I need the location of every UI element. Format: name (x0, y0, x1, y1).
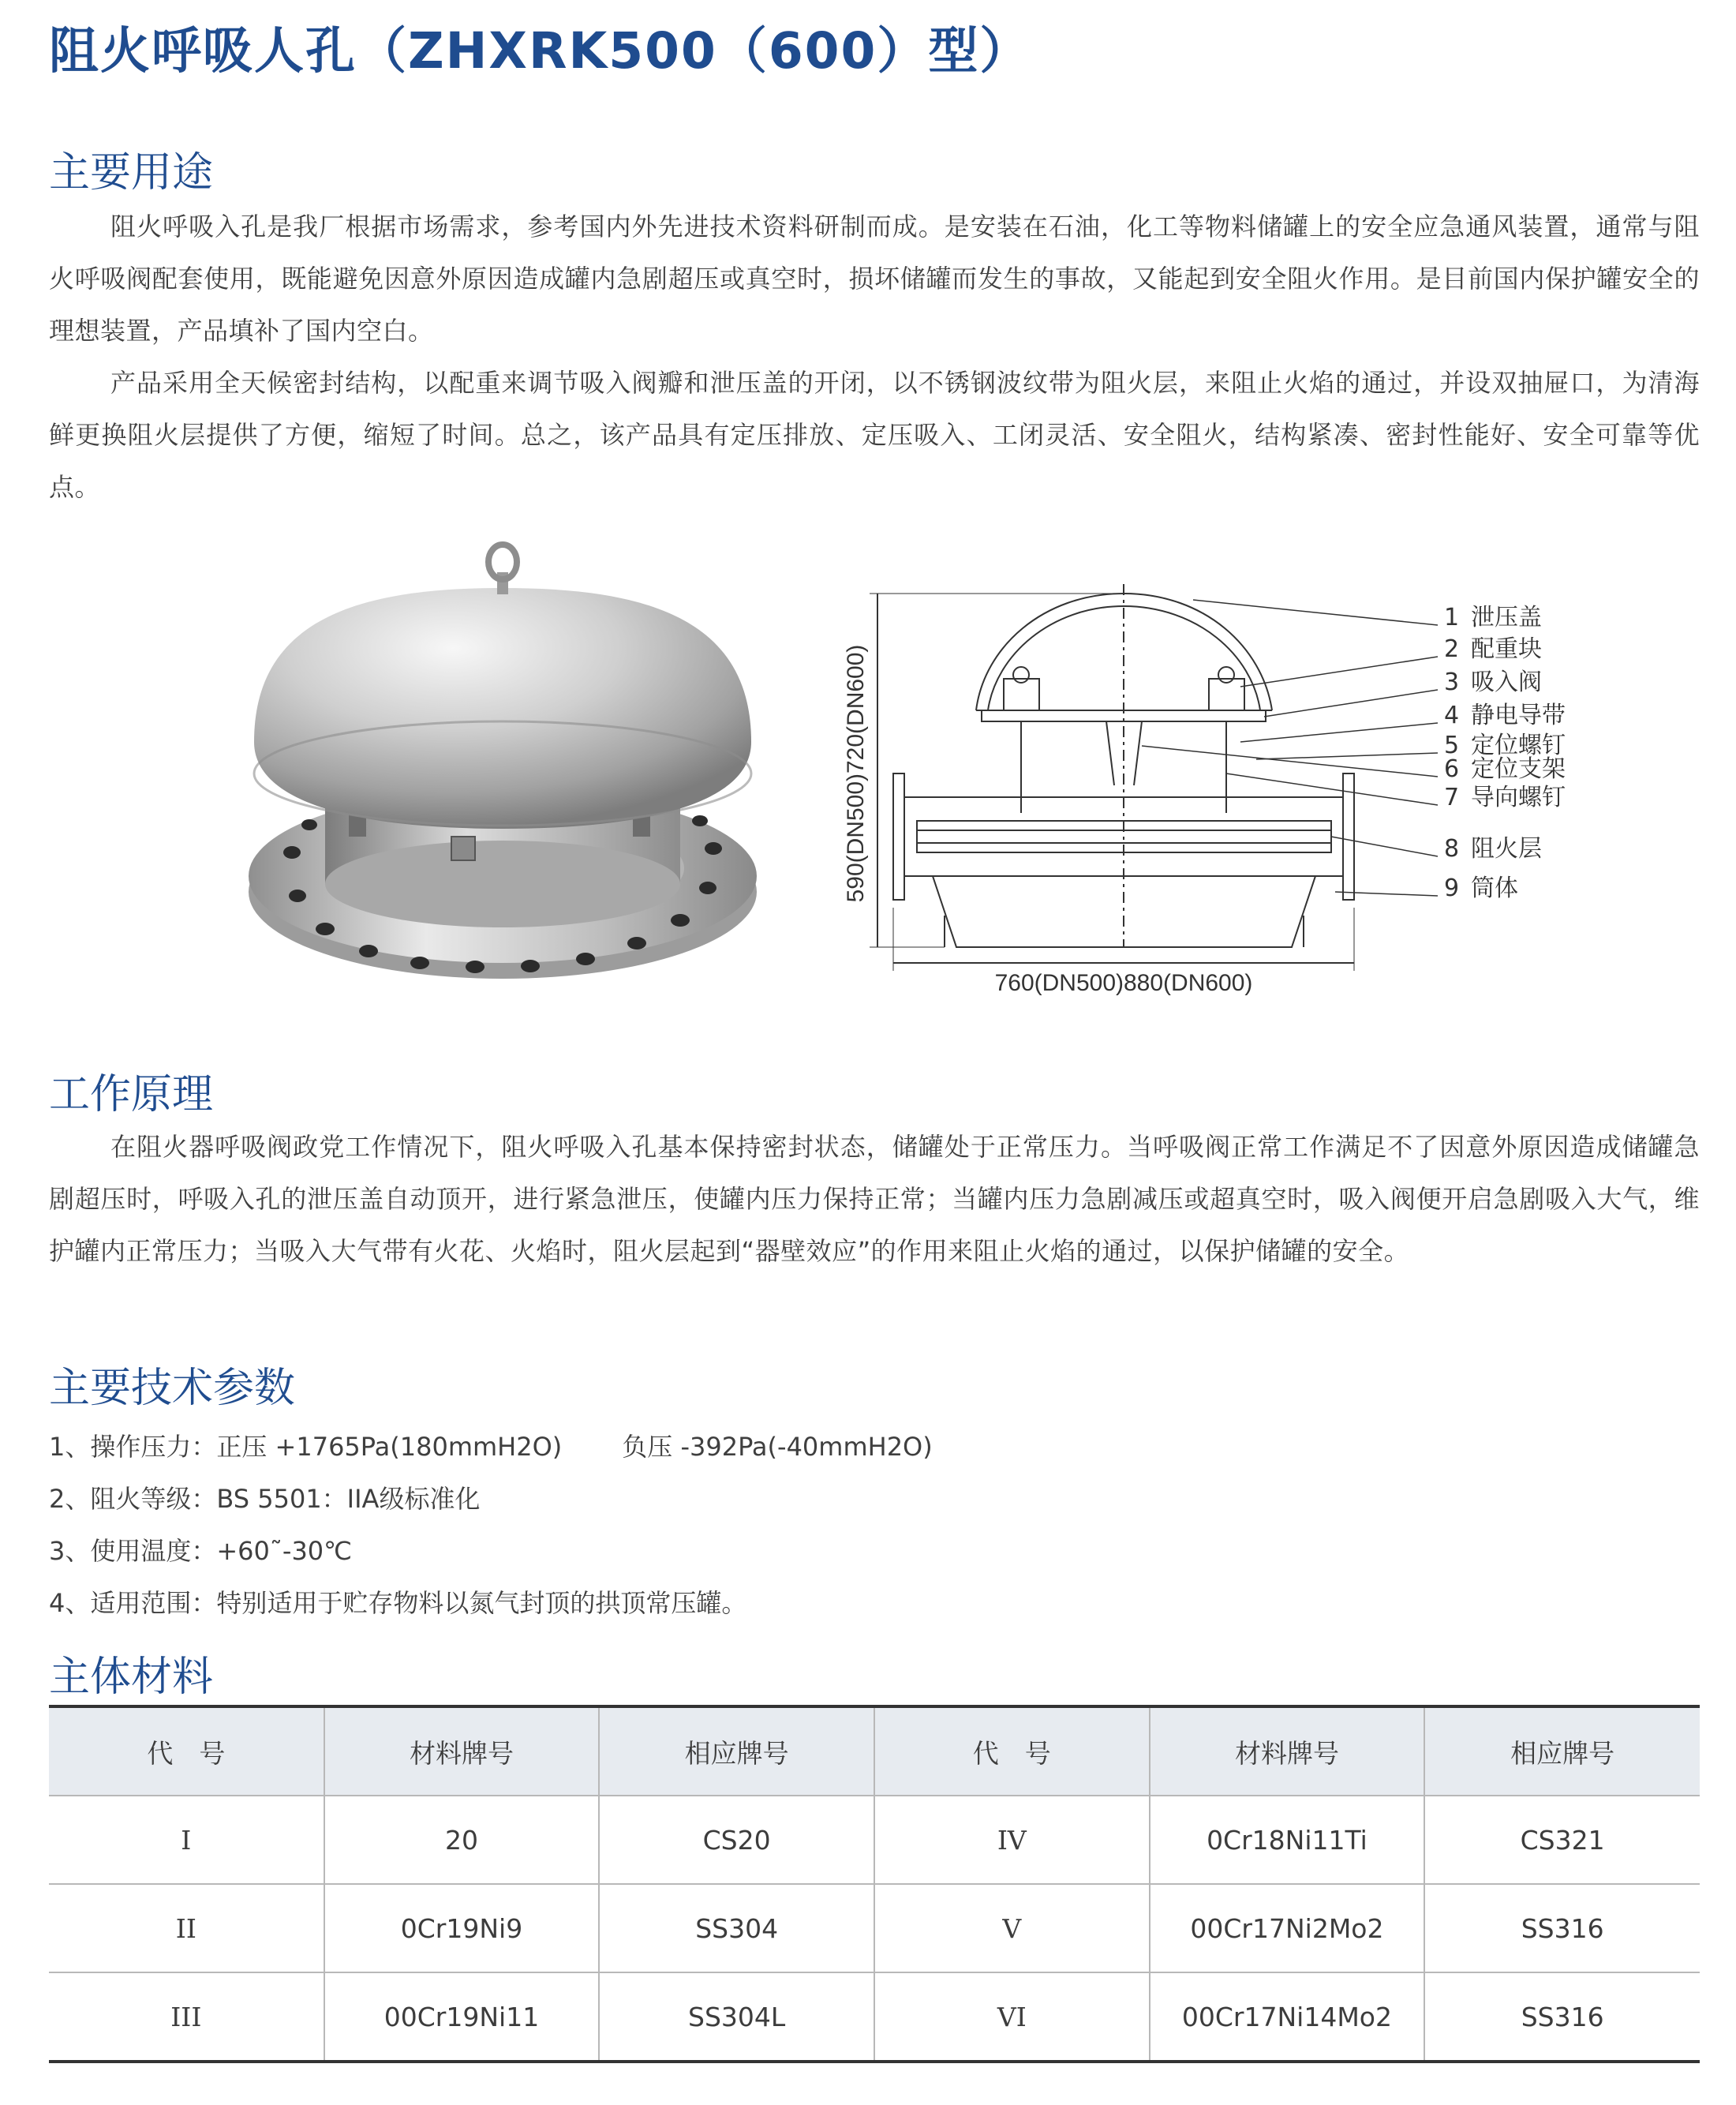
table-cell: CS20 (599, 1796, 874, 1884)
spec-item-1 (49, 1427, 933, 1463)
spec-item-4: 4、适用范围：特别适用于贮存物料以氮气封顶的拱顶常压罐。 (49, 1588, 747, 1618)
usage-paragraph-1: 阻火呼吸入孔是我厂根据市场需求，参考国内外先进技术资料研制而成。是安装在石油，化工等物料储罐上的安全应急通风装置，通常与阻火呼吸阀配套使用，既能避免因意外原因造成罐内急剧超压或真空时，损坏储罐而发生的事故，又能起到安全阻火作用。是目前国内保护罐安全的理想装置，产品填补了国内空白。 (49, 212, 1700, 346)
product-photo (230, 545, 783, 1002)
table-row (49, 1972, 1700, 2062)
table-cell: 0Cr18Ni11Ti (1150, 1796, 1425, 1884)
table-cell: III (170, 2001, 202, 2032)
part-name: 阻火层 (1471, 835, 1542, 863)
part-number: 1 (1444, 604, 1460, 631)
specs-heading: 主要技术参数 (49, 1365, 296, 1412)
part-name: 吸入阀 (1471, 669, 1542, 696)
table-row (49, 1884, 1700, 1972)
table-cell: 00Cr17Ni2Mo2 (1150, 1884, 1425, 1972)
spec-negative-pressure: 负压 -392Pa(-40mmH2O) (622, 1432, 933, 1462)
table-header-row (49, 1706, 1700, 1796)
table-cell: SS316 (1424, 1972, 1700, 2062)
table-cell: SS316 (1424, 1884, 1700, 1972)
table-cell: I (49, 1796, 324, 1884)
part-number: 6 (1444, 755, 1460, 783)
col-header-equivalent: 相应牌号 (1424, 1706, 1700, 1796)
table-cell: SS304L (599, 1972, 874, 2062)
part-number: 2 (1444, 635, 1460, 663)
part-name: 静电导带 (1471, 702, 1566, 729)
diagram-height-label: 590(DN500)720(DN600) (843, 644, 869, 903)
part-name: 定位支架 (1471, 755, 1566, 783)
table-cell: 00Cr17Ni14Mo2 (1150, 1972, 1425, 2062)
part-name: 泄压盖 (1471, 604, 1542, 631)
part-number: 5 (1444, 732, 1460, 759)
principle-paragraph: 在阻火器呼吸阀政党工作情况下，阻火呼吸入孔基本保持密封状态，储罐处于正常压力。当呼吸阀正常工作满足不了因意外原因造成储罐急剧超压时，呼吸入孔的泄压盖自动顶开，进行紧急泄压，使罐内压力保持正常；当罐内压力急剧减压或超真空时，吸入阀便开启急剧吸入大气，维护罐内正常压力；当吸入大气带有火花、火焰时，阻火层起到“器壁效应”的作用来阻止火焰的通过，以保护储罐的安全。 (49, 1132, 1700, 1266)
part-name: 筒体 (1471, 875, 1518, 902)
part-number: 4 (1444, 702, 1460, 729)
principle-heading: 工作原理 (49, 1071, 214, 1118)
part-number: 7 (1444, 784, 1460, 811)
table-cell: 0Cr19Ni9 (324, 1884, 600, 1972)
table-cell: V (874, 1884, 1150, 1972)
materials-heading: 主体材料 (49, 1654, 214, 1701)
spec-item-1-text: 1、操作压力：正压 +1765Pa(180mmH2O) (49, 1432, 563, 1462)
part-name: 定位螺钉 (1471, 732, 1566, 759)
diagram-width-label: 760(DN500)880(DN600) (994, 970, 1253, 996)
table-cell: 20 (324, 1796, 600, 1884)
usage-paragraph-2: 产品采用全天候密封结构，以配重来调节吸入阀瓣和泄压盖的开闭，以不锈钢波纹带为阻火层，来阻止火焰的通过，并设双抽屉口，为清海鲜更换阻火层提供了方便，缩短了时间。总之，该产品具有定压排放、定压吸入、工闭灵活、安全阻火，结构紧凑、密封性能好、安全可靠等优点。 (49, 368, 1700, 502)
table-cell: IV (874, 1796, 1150, 1884)
part-number: 8 (1444, 835, 1460, 863)
table-cell: SS304 (599, 1884, 874, 1972)
col-header-material: 材料牌号 (1150, 1706, 1425, 1796)
table-cell: 00Cr19Ni11 (324, 1972, 600, 2062)
table-cell: VI (874, 1972, 1150, 2062)
part-number: 9 (1444, 875, 1460, 902)
usage-heading: 主要用途 (49, 149, 214, 197)
table-row (49, 1796, 1700, 1884)
structure-diagram (843, 576, 1619, 1002)
part-name: 配重块 (1471, 635, 1542, 663)
spec-item-3: 3、使用温度：+60˜-30℃ (49, 1536, 353, 1566)
materials-table (49, 1705, 1700, 2063)
part-name: 导向螺钉 (1471, 784, 1566, 811)
table-cell: CS321 (1424, 1796, 1700, 1884)
page-title: 阻火呼吸人孔（ZHXRK500（600）型） (49, 22, 1031, 80)
part-number: 3 (1444, 669, 1460, 696)
col-header-material: 材料牌号 (324, 1706, 600, 1796)
col-header-code: 代 号 (49, 1706, 324, 1796)
col-header-equivalent: 相应牌号 (599, 1706, 874, 1796)
table-cell: II (49, 1884, 324, 1972)
spec-item-2: 2、阻火等级：BS 5501：IIA级标准化 (49, 1484, 481, 1514)
col-header-code: 代 号 (874, 1706, 1150, 1796)
